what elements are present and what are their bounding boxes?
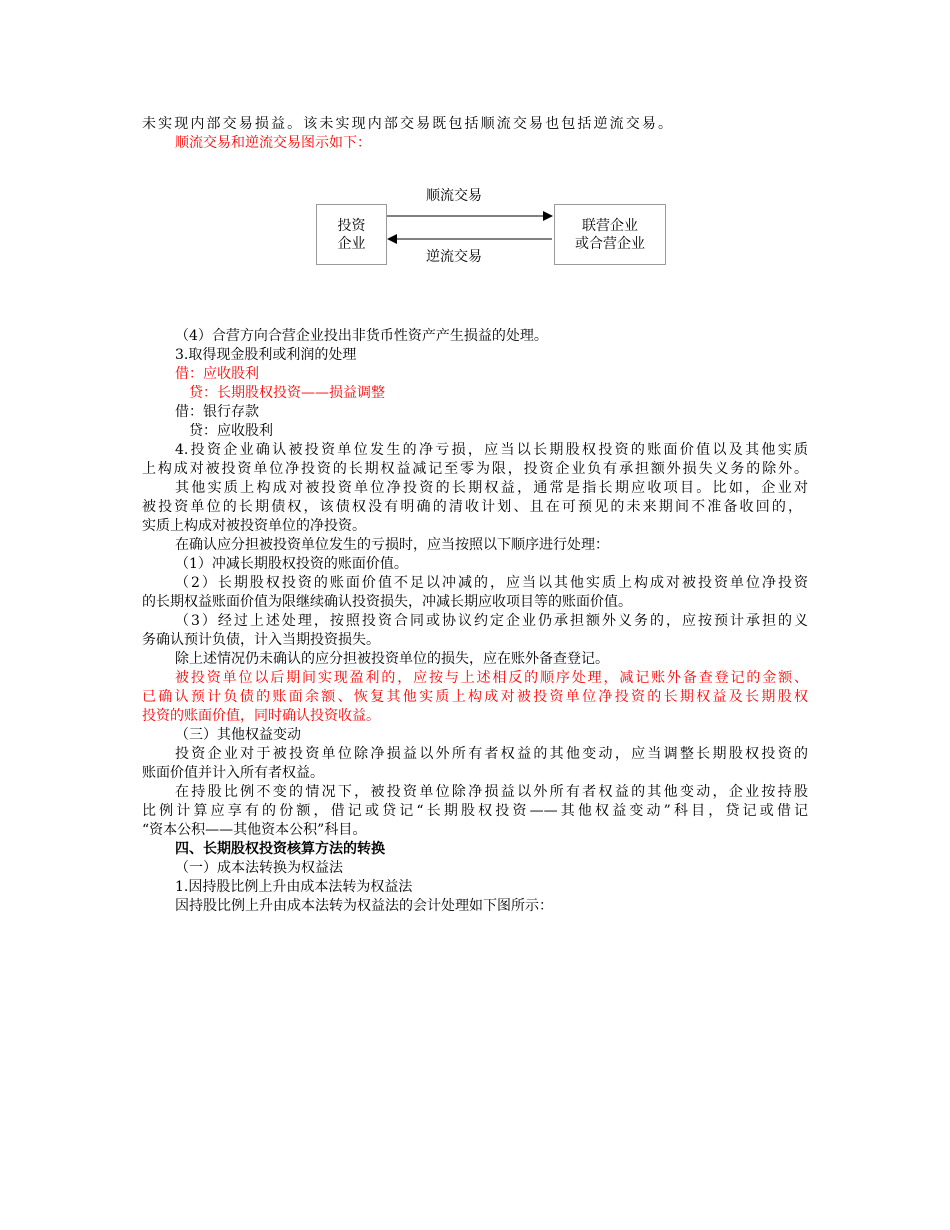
paragraph-line: 比例计算应享有的份额，借记或贷记“长期股权投资——其他权益变动”科目，贷记或借记 [142,803,808,819]
downstream-arrow-head [543,211,553,221]
highlight-line: 投资的账面价值，同时确认投资收益。 [142,708,380,724]
list-item: （1）冲减长期股权投资的账面价值。 [175,556,408,572]
paragraph-line: 投资企业对于被投资单位除净损益以外所有者权益的其他变动，应当调整长期股权投资的 [175,746,808,762]
journal-credit-line: 贷：长期股权投资——损益调整 [189,385,385,401]
paragraph-line: 4.投资企业确认被投资单位发生的净亏损，应当以长期股权投资的账面价值以及其他实质 [175,442,808,458]
journal-credit-line: 贷：应收股利 [189,423,273,439]
paragraph-line: 账面价值并计入所有者权益。 [142,765,324,781]
section-heading: （三）其他权益变动 [175,727,301,743]
heading-line: 3.取得现金股利或利润的处理 [175,347,357,363]
paragraph-line: 除上述情况仍未确认的应分担被投资单位的损失，应在账外备查登记。 [175,651,609,667]
diagram-arrows [0,0,950,300]
paragraph-line: 务确认预计负债，计入当期投资损失。 [142,632,380,648]
paragraph-line: 被投资单位的长期债权，该债权没有明确的清收计划、且在可预见的未来期间不准备收回的， [142,499,802,515]
paragraph-line: 在确认应分担被投资单位发生的亏损时，应当按照以下顺序进行处理： [175,537,609,553]
journal-debit-line: 借：银行存款 [175,404,259,420]
highlight-line: 被投资单位以后期间实现盈利的，应按与上述相反的顺序处理，减记账外备查登记的金额、 [175,670,808,686]
upstream-label: 逆流交易 [426,249,482,265]
paragraph-line: 其他实质上构成对被投资单位净投资的长期权益，通常是指长期应收项目。比如，企业对 [175,480,808,496]
paragraph-line: 上构成对被投资单位净投资的长期权益减记至零为限，投资企业负有承担额外损失义务的除外。 [142,461,808,477]
diagram-caption: 顺流交易和逆流交易图示如下： [175,135,371,151]
paragraph-line: 未实现内部交易损益。该未实现内部交易既包括顺流交易也包括逆流交易。 [142,116,672,132]
subsection-heading: 1.因持股比例上升由成本法转为权益法 [175,879,413,895]
highlight-line: 已确认预计负债的账面余额、恢复其他实质上构成对被投资单位净投资的长期权益及长期股权 [142,689,808,705]
associate-box: 联营企业 或合营企业 [554,204,666,265]
paragraph-line: “资本公积——其他资本公积”科目。 [142,822,367,838]
list-item: （3）经过上述处理，按照投资合同或协议约定企业仍承担额外义务的，应按预计承担的义 [175,613,808,629]
chapter-heading: 四、长期股权投资核算方法的转换 [175,841,385,857]
downstream-label: 顺流交易 [426,188,482,204]
paragraph-line: （4）合营方向合营企业投出非货币性资产产生损益的处理。 [175,328,548,344]
investor-box: 投资 企业 [316,204,387,265]
paragraph-line: 实质上构成对被投资单位的净投资。 [142,518,366,534]
paragraph-line: 的长期权益账面价值为限继续确认投资损失，冲减长期应收项目等的账面价值。 [142,594,632,610]
paragraph-line: 在持股比例不变的情况下，被投资单位除净损益以外所有者权益的其他变动，企业按持股 [175,784,808,800]
journal-debit-line: 借：应收股利 [175,366,259,382]
list-item: （2）长期股权投资的账面价值不足以冲减的，应当以其他实质上构成对被投资单位净投资 [175,575,808,591]
upstream-arrow-head [387,234,397,244]
paragraph-line: 因持股比例上升由成本法转为权益法的会计处理如下图所示： [175,898,553,914]
section-heading: （一）成本法转换为权益法 [175,860,343,876]
